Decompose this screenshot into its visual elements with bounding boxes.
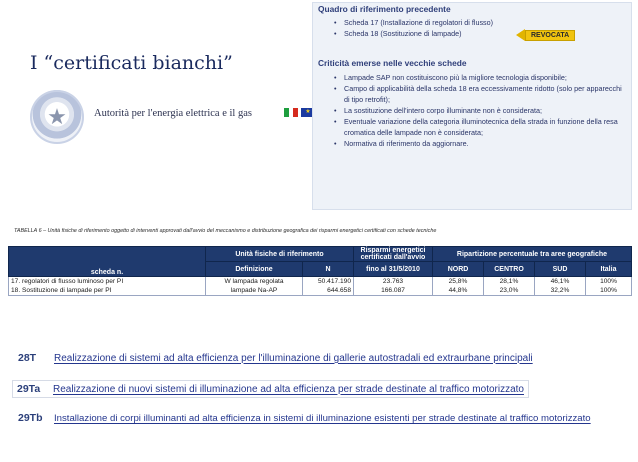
data-table — [8, 246, 632, 296]
list-item: • Eventuale variazione della categoria illuminotecnica della strada in funzione della resa cromatica delle lampade non è considerata; — [334, 116, 622, 138]
critical-list — [334, 72, 622, 149]
col-header-n: N — [303, 262, 354, 277]
col-header-sud: SUD — [535, 262, 586, 277]
italy-flag-icon — [284, 108, 298, 117]
table-cell: 23,0% — [484, 286, 535, 296]
table-cell: 50.417.190 — [303, 277, 354, 287]
col-header-definition: Definizione — [206, 262, 303, 277]
table-cell: 25,8% — [433, 277, 484, 287]
list-item: • Scheda 17 (Installazione di regolatori di flusso) — [334, 17, 493, 28]
schedule-code: 28T — [18, 352, 37, 364]
table-cell: lampade Na-AP — [206, 286, 303, 296]
table-cell: 28,1% — [484, 277, 535, 287]
left-arrow-icon — [516, 29, 525, 41]
table-cell: 46,1% — [535, 277, 586, 287]
list-item: • Normativa di riferimento da aggiornare. — [334, 138, 622, 149]
list-item: • Scheda 18 (Sostituzione di lampade) — [334, 28, 493, 39]
framework-list — [334, 17, 493, 39]
authority-name: Autorità per l'energia elettrica e il gas — [94, 108, 252, 119]
table-cell: 166.087 — [354, 286, 433, 296]
revoked-marker — [516, 29, 575, 41]
table-caption: TABELLA 6 – Unità fisiche di riferimento oggetto di interventi approvati dall'avvio del meccanismo e distribuzione geografica dei risparmi energetici certificati con schede tecniche — [14, 228, 437, 234]
flags — [284, 108, 315, 117]
table-cell: 100% — [586, 277, 632, 287]
table-cell: 23.763 — [354, 277, 433, 287]
table-cell: 18. Sostituzione di lampade per PI — [9, 286, 206, 296]
col-header-centro: CENTRO — [484, 262, 535, 277]
col-header-italia: Italia — [586, 262, 632, 277]
col-header-units: Unità fisiche di riferimento — [206, 247, 354, 262]
critical-heading: Criticità emerse nelle vecchie schede — [318, 58, 467, 68]
schedule-row-29tb — [18, 412, 591, 424]
list-item: • La sostituzione dell'intero corpo illuminante non è considerata; — [334, 105, 622, 116]
schedule-row-29ta — [12, 380, 529, 398]
revoked-badge: REVOCATA — [525, 30, 575, 41]
table-row — [9, 286, 632, 296]
table-row — [9, 277, 632, 287]
col-header-scheda: scheda n. — [9, 247, 206, 277]
authority-emblem-icon — [30, 90, 84, 144]
framework-heading: Quadro di riferimento precedente — [318, 4, 451, 14]
table-cell: 32,2% — [535, 286, 586, 296]
table-cell: W lampada regolata — [206, 277, 303, 287]
table-cell: 644.658 — [303, 286, 354, 296]
schedule-row-28t — [18, 352, 533, 364]
col-header-nord: NORD — [433, 262, 484, 277]
list-item: • Lampade SAP non costituiscono più la migliore tecnologia disponibile; — [334, 72, 622, 83]
schedule-link-29tb[interactable]: Installazione di corpi illuminanti ad alta efficienza in sistemi di illuminazione esistenti per strade destinate al traffico motorizzato — [54, 412, 591, 424]
list-item: • Campo di applicabilità della scheda 18 era eccessivamente ridotto (solo per apparecchi di tipo retrofit); — [334, 83, 622, 105]
schedule-code: 29Tb — [18, 412, 43, 424]
slide-title: I “certificati bianchi” — [30, 52, 233, 74]
table-cell: 17. regolatori di flusso luminoso per PI — [9, 277, 206, 287]
schedule-code: 29Ta — [17, 383, 41, 395]
col-header-until: fino al 31/5/2010 — [354, 262, 433, 277]
table-cell: 100% — [586, 286, 632, 296]
schedule-link-29ta[interactable]: Realizzazione di nuovi sistemi di illuminazione ad alta efficienza per strade destinate al traffico motorizzato — [53, 383, 524, 395]
table-cell: 44,8% — [433, 286, 484, 296]
eu-flag-icon: ★ — [301, 108, 315, 117]
schedule-link-28t[interactable]: Realizzazione di sistemi ad alta efficienza per l'illuminazione di gallerie autostradali ed extraurbane principali — [54, 352, 533, 364]
col-header-distribution: Ripartizione percentuale tra aree geografiche — [433, 247, 632, 262]
col-header-savings: Risparmi energetici certificati dall'avvio — [354, 247, 433, 262]
